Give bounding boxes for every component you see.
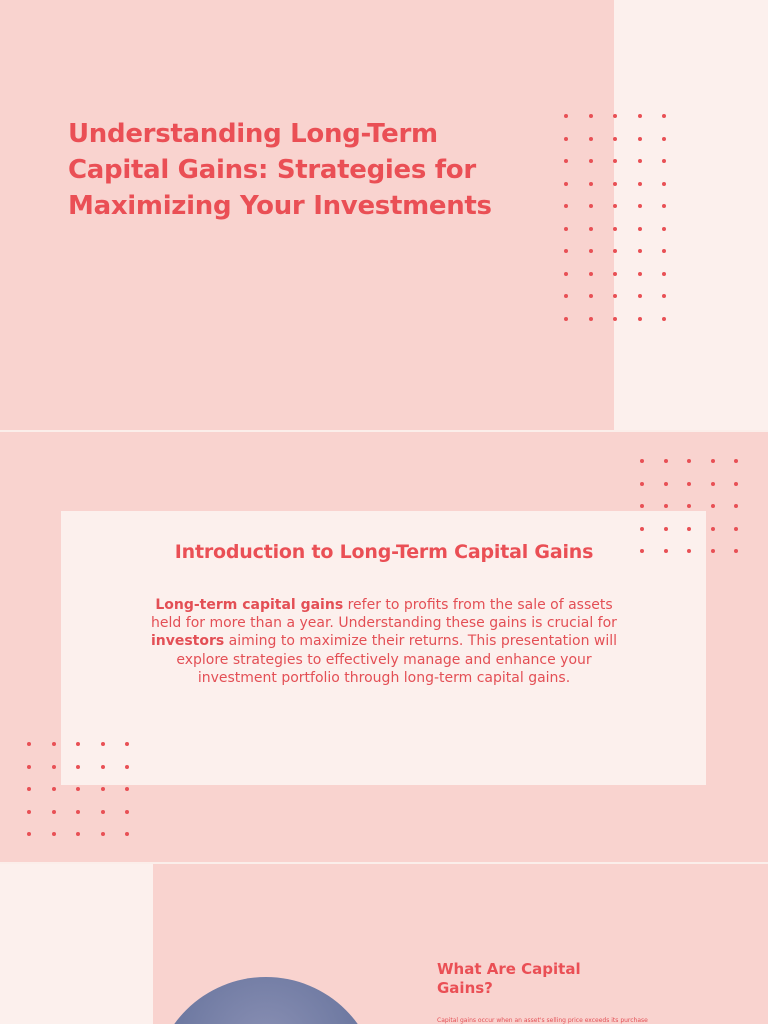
dot (589, 204, 593, 208)
dot-grid-decoration (564, 114, 666, 321)
dot (638, 137, 642, 141)
dot (711, 527, 715, 531)
dot (613, 204, 617, 208)
dot (662, 114, 666, 118)
dot (638, 317, 642, 321)
dot (76, 765, 80, 769)
dot (101, 742, 105, 746)
dot (687, 504, 691, 508)
dot (638, 249, 642, 253)
bold-term-investors: investors (150, 633, 225, 650)
globe-image (153, 977, 379, 1024)
intro-text-part-1: refer to profits from the sale of assets held for more than a year. Understanding these gains is crucial for (151, 597, 617, 632)
dot (662, 317, 666, 321)
dot (664, 504, 668, 508)
dot (640, 527, 644, 531)
dot (711, 504, 715, 508)
dot (613, 272, 617, 276)
dot (564, 159, 568, 163)
left-accent-panel (0, 864, 153, 1024)
dot (564, 272, 568, 276)
dot (589, 227, 593, 231)
dot (76, 742, 80, 746)
dot (27, 765, 31, 769)
dot (638, 159, 642, 163)
dot (564, 204, 568, 208)
dot (589, 249, 593, 253)
dot (662, 272, 666, 276)
dot (613, 249, 617, 253)
dot (613, 294, 617, 298)
dot (125, 832, 129, 836)
bold-term-long-term-capital-gains: Long-term capital gains (155, 597, 344, 613)
presentation-title: Understanding Long-Term Capital Gains: Strategies for Maximizing Your Investments (68, 119, 492, 221)
dot (638, 272, 642, 276)
dot (664, 459, 668, 463)
dot (734, 504, 738, 508)
dot (76, 832, 80, 836)
dot (589, 272, 593, 276)
dot-grid-decoration-bottom-left (27, 742, 129, 836)
dot (564, 317, 568, 321)
dot (734, 482, 738, 486)
dot (734, 459, 738, 463)
dot (564, 227, 568, 231)
dot (27, 832, 31, 836)
dot (613, 182, 617, 186)
dot (564, 114, 568, 118)
capital-gains-paragraph: Capital gains occur when an asset's selling price exceeds its purchase (437, 1017, 648, 1024)
dot (662, 159, 666, 163)
dot (662, 249, 666, 253)
dot (662, 182, 666, 186)
dot (662, 137, 666, 141)
capital-gains-heading: What Are Capital Gains? (437, 960, 581, 997)
dot (640, 482, 644, 486)
dot (564, 182, 568, 186)
dot (589, 159, 593, 163)
dot (662, 227, 666, 231)
dot (640, 459, 644, 463)
dot (52, 765, 56, 769)
dot (589, 294, 593, 298)
dot (613, 137, 617, 141)
intro-paragraph (150, 596, 618, 687)
dot (125, 810, 129, 814)
dot (564, 137, 568, 141)
dot (564, 249, 568, 253)
dot (711, 459, 715, 463)
dot (711, 482, 715, 486)
dot (52, 810, 56, 814)
dot (52, 787, 56, 791)
dot (613, 114, 617, 118)
dot (564, 294, 568, 298)
dot (613, 227, 617, 231)
dot (101, 765, 105, 769)
dot (76, 810, 80, 814)
dot (638, 294, 642, 298)
dot (125, 765, 129, 769)
dot (687, 482, 691, 486)
dot (687, 527, 691, 531)
dot (662, 204, 666, 208)
dot (640, 504, 644, 508)
dot (27, 787, 31, 791)
dot (101, 832, 105, 836)
slide-introduction (0, 432, 768, 862)
slide-what-are-capital-gains (0, 864, 768, 1024)
dot (52, 832, 56, 836)
dot (638, 227, 642, 231)
dot (101, 787, 105, 791)
dot (125, 742, 129, 746)
dot (589, 137, 593, 141)
slide-title (0, 0, 768, 430)
dot (589, 317, 593, 321)
intro-heading: Introduction to Long-Term Capital Gains (174, 541, 594, 563)
dot (687, 459, 691, 463)
dot (613, 317, 617, 321)
dot (27, 810, 31, 814)
dot (638, 114, 642, 118)
dot (125, 787, 129, 791)
dot (734, 527, 738, 531)
dot (638, 182, 642, 186)
dot (27, 742, 31, 746)
dot (76, 787, 80, 791)
dot (664, 482, 668, 486)
dot (52, 742, 56, 746)
dot (589, 114, 593, 118)
dot (662, 294, 666, 298)
dot (638, 204, 642, 208)
dot (589, 182, 593, 186)
dot (664, 527, 668, 531)
intro-text-part-2: aiming to maximize their returns. This presentation will explore strategies to effectively manage and enhance your investment portfolio through long-term capital gains. (176, 633, 618, 686)
dot (101, 810, 105, 814)
dot (613, 159, 617, 163)
